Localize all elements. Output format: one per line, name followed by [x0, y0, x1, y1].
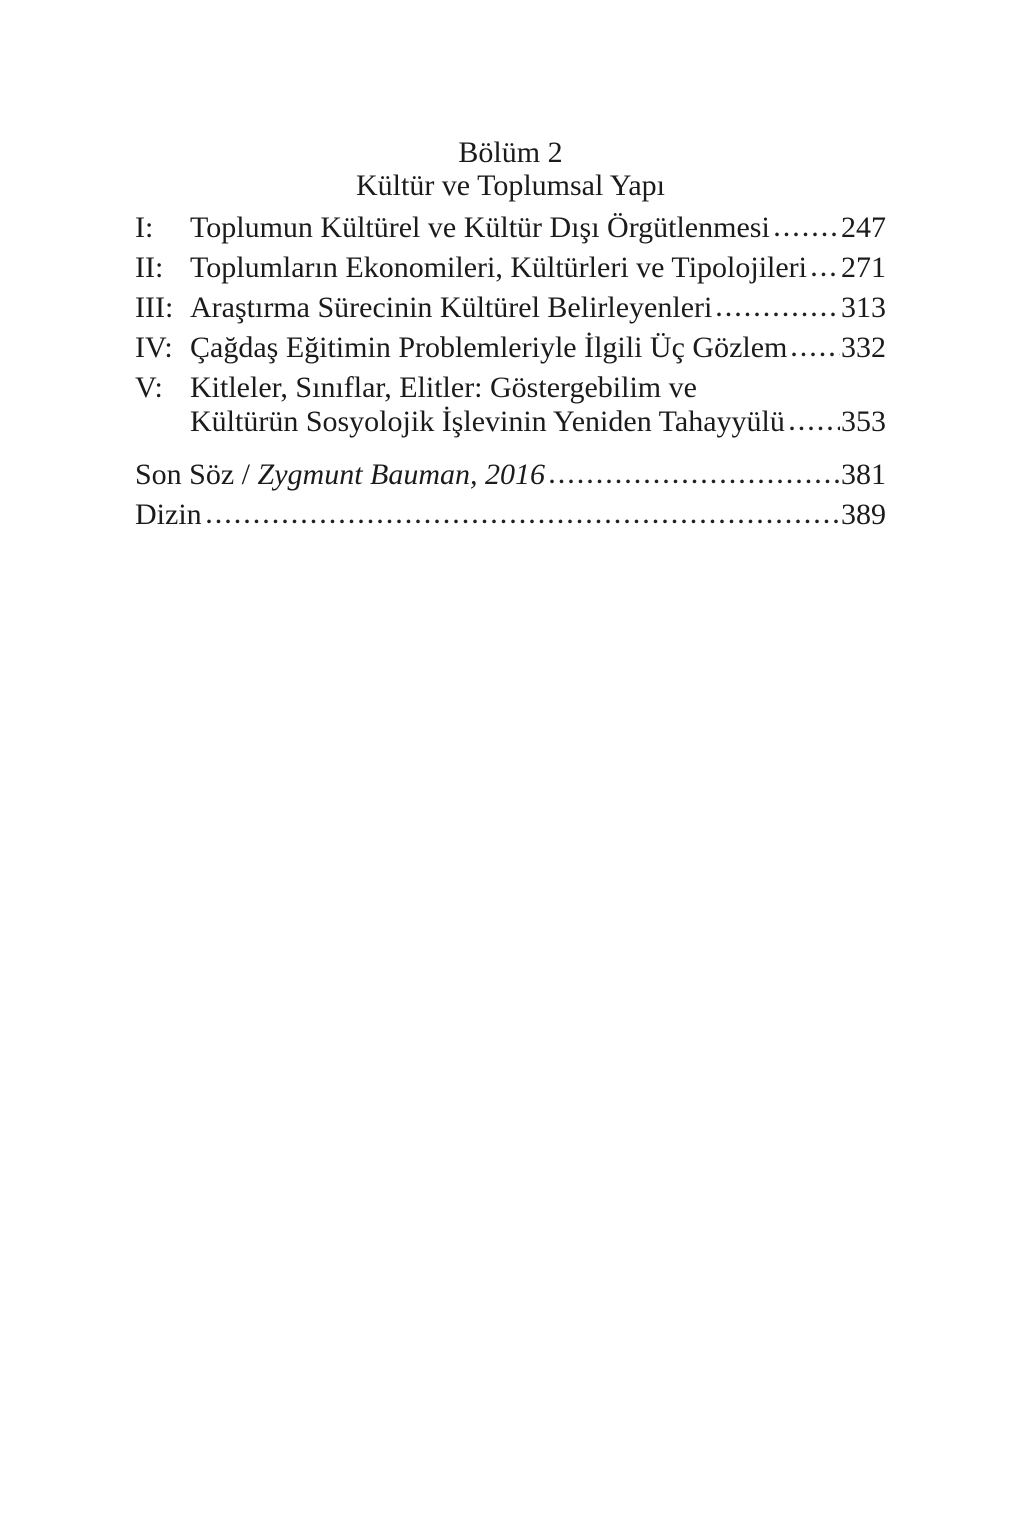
- toc-entry: [135, 331, 886, 365]
- toc-entry: [135, 371, 886, 405]
- dot-leader: [775, 232, 840, 237]
- backmatter-title-normal: Son Söz /: [135, 458, 258, 491]
- backmatter-title: [135, 498, 202, 532]
- toc-entry-title: Araştırma Sürecinin Kültürel Belirleyenleri: [190, 291, 713, 324]
- dot-leader: [207, 519, 840, 524]
- chapter-heading: [135, 136, 886, 202]
- toc-entry-numeral: III:: [135, 291, 174, 324]
- toc-entry-page: 389: [841, 498, 886, 531]
- toc-entry-title-line1: Kitleler, Sınıflar, Elitler: Göstergebilim ve: [190, 371, 697, 404]
- toc-entry-page: 271: [841, 251, 886, 284]
- toc-entry-title: Toplumların Ekonomileri, Kültürleri ve Tipolojileri: [190, 251, 808, 284]
- dot-leader: [550, 479, 840, 484]
- backmatter-title: [135, 458, 545, 492]
- dot-leader: [790, 426, 840, 431]
- toc-entry-continuation: [135, 405, 886, 439]
- toc-entry: [135, 251, 886, 285]
- toc-entry-numeral: II:: [135, 251, 164, 284]
- toc-entry-title-line2: Kültürün Sosyolojik İşlevinin Yeniden Tahayyülü: [190, 405, 785, 438]
- toc-entry-numeral: I:: [135, 211, 154, 244]
- dot-leader: [792, 352, 840, 357]
- backmatter-title-italic: Zygmunt Bauman, 2016: [257, 458, 546, 491]
- toc-entry: [135, 291, 886, 325]
- toc-entry-page: 353: [841, 405, 886, 438]
- toc-entry-numeral: IV:: [135, 331, 173, 364]
- toc-backmatter-entry: [135, 458, 886, 492]
- toc-entry-numeral: V:: [135, 371, 163, 404]
- toc-entry-page: 381: [841, 458, 886, 491]
- chapter-title: Kültür ve Toplumsal Yapı: [355, 169, 666, 202]
- toc-entry-page: 332: [841, 331, 886, 364]
- toc-backmatter-entry: [135, 498, 886, 532]
- toc-entry-title: Toplumun Kültürel ve Kültür Dışı Örgütlenmesi: [190, 211, 770, 244]
- table-of-contents: [135, 211, 886, 532]
- toc-entry-title: Çağdaş Eğitimin Problemleriyle İlgili Üç Gözlem: [190, 331, 788, 364]
- dot-leader: [812, 272, 840, 277]
- toc-entry-page: 313: [841, 291, 886, 324]
- toc-entry: [135, 211, 886, 245]
- dot-leader: [717, 312, 840, 317]
- chapter-label: Bölüm 2: [458, 136, 563, 169]
- backmatter-title-normal: Dizin: [135, 498, 202, 531]
- toc-entry-page: 247: [841, 211, 886, 244]
